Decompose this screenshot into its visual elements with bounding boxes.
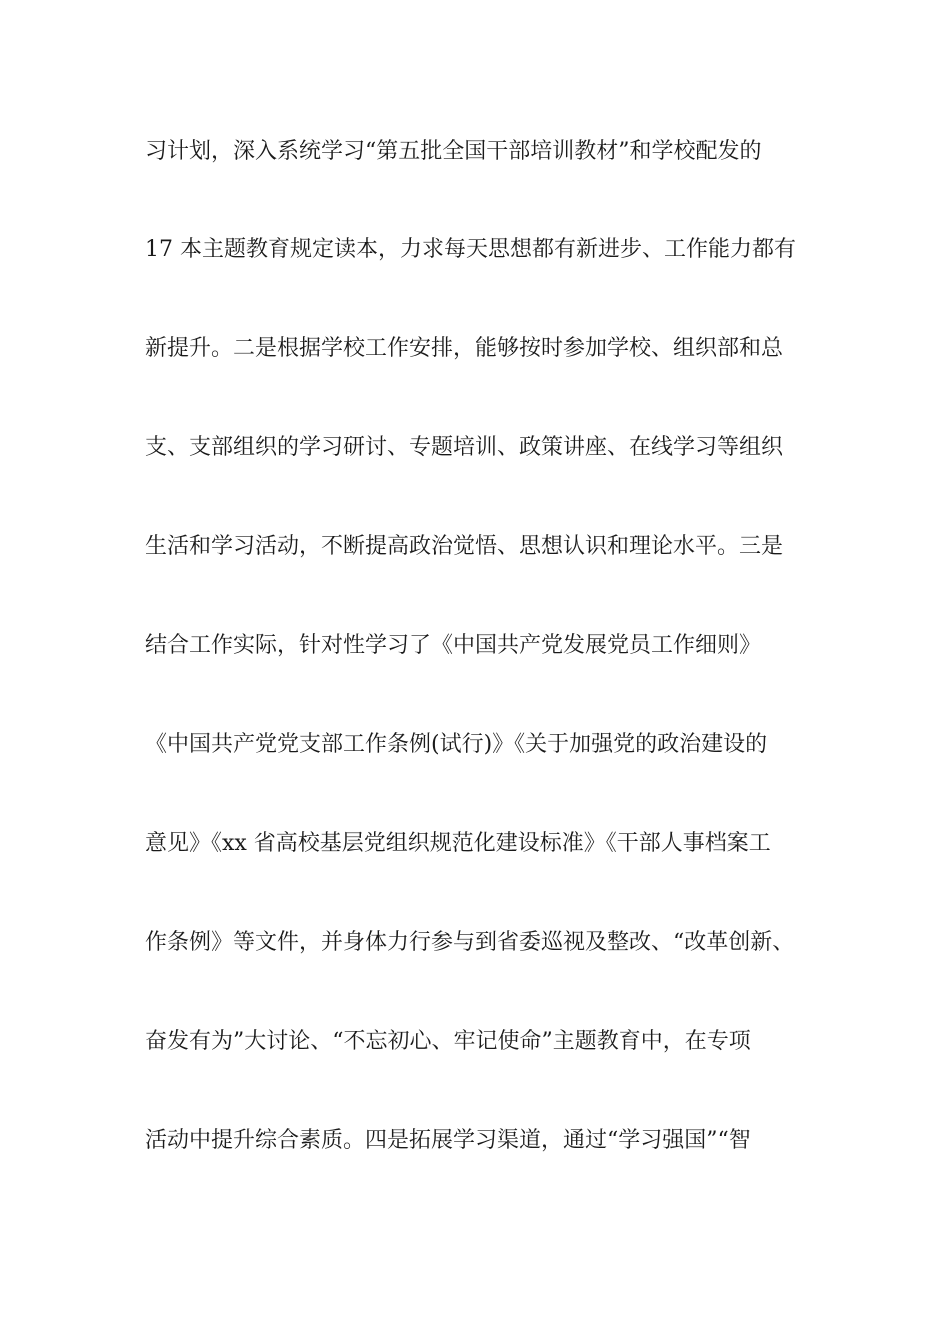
body-text-line: 支、支部组织的学习研讨、专题培训、政策讲座、在线学习等组织 [145, 435, 784, 460]
body-text-line: 奋发有为”大讨论、“不忘初心、牢记使命”主题教育中，在专项 [145, 1029, 751, 1054]
body-text-line: 活动中提升综合素质。四是拓展学习渠道，通过“学习强国”“智 [145, 1128, 751, 1153]
body-text-line: 17 本主题教育规定读本，力求每天思想都有新进步、工作能力都有 [145, 237, 796, 262]
body-text-line: 《中国共产党党支部工作条例(试行)》《关于加强党的政治建设的 [145, 732, 768, 757]
body-text-line: 生活和学习活动，不断提高政治觉悟、思想认识和理论水平。三是 [145, 534, 784, 559]
body-text-line: 新提升。二是根据学校工作安排，能够按时参加学校、组织部和总 [145, 336, 784, 361]
body-text-line: 意见》《xx 省高校基层党组织规范化建设标准》《干部人事档案工 [145, 831, 771, 856]
body-text-line: 作条例》等文件，并身体力行参与到省委巡视及整改、“改革创新、 [145, 930, 795, 955]
body-text-line: 习计划，深入系统学习“第五批全国干部培训教材”和学校配发的 [145, 139, 762, 164]
body-text-line: 结合工作实际，针对性学习了《中国共产党发展党员工作细则》 [145, 633, 762, 658]
